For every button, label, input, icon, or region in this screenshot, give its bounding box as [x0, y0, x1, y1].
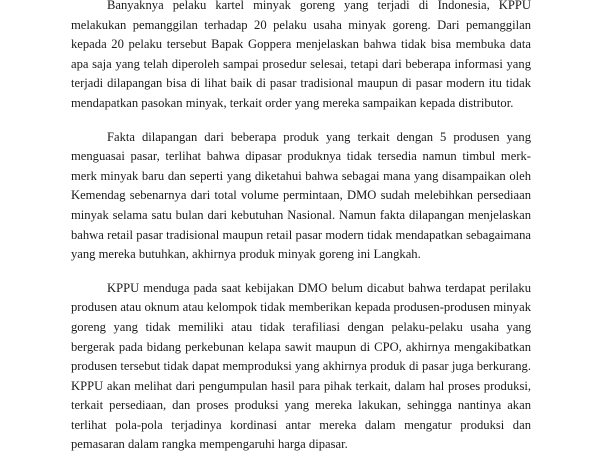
paragraph-fakta-dilapangan: Fakta dilapangan dari beberapa produk yang terkait dengan 5 produsen yang menguasai pasar, terlihat bahwa dipasar produknya tidak tersedia namun timbul merk-merk minyak baru dan seperti yang diketahui bahwa sebagai mana yang disampaikan oleh Kemendag sebenarnya dari total volume permintaan, DMO sudah melebihkan persediaan minyak selama satu bulan dari kebutuhan Nasional. Namun fakta dilapangan menjelaskan bahwa retail pasar tradisional maupun retail pasar modern tidak mendapatkan sebagaimana yang mereka butuhkan, akhirnya produk minyak goreng ini Langkah. — [71, 129, 531, 262]
paragraph-kartel-intro: Banyaknya pelaku kartel minyak goreng yang terjadi di Indonesia, KPPU melakukan pemanggilan terhadap 20 pelaku usaha minyak goreng. Dari pemanggilan kepada 20 pelaku tersebut Bapak Goppera menjelaskan bahwa tidak bisa membuka data apa saja yang telah diperoleh sampai prosedur selesai, tetapi dari beberapa informasi yang terjadi dilapangan bisa di lihat baik di pasar tradisional maupun di pasar modern itu tidak mendapatkan pasokan minyak, terkait order yang mereka sampaikan kepada distributor. — [71, 0, 531, 110]
paragraph-kppu-menduga: KPPU menduga pada saat kebijakan DMO belum dicabut bahwa terdapat perilaku produsen atau oknum atau kelompok tidak memberikan kepada produsen-produsen minyak goreng yang tidak memiliki atau tidak terafiliasi dengan pelaku-pelaku usaha yang bergerak pada bidang perkebunan kelapa sawit maupun di CPO, akhirnya mengakibatkan produsen tersebut tidak dapat memproduksi yang akhirnya produk di pasar juga berkurang. KPPU akan melihat dari pengumpulan hasil para pihak terkait, dalam hal proses produksi, terkait persediaan, dan proses produksi yang mereka lakukan, sehingga nantinya akan terlihat pola-pola terjadinya kordinasi antar mereka dalam mengatur produksi dan pemasaran dalam rangka mempengaruhi harga dipasar. — [71, 280, 531, 452]
document-page — [71, 0, 531, 455]
